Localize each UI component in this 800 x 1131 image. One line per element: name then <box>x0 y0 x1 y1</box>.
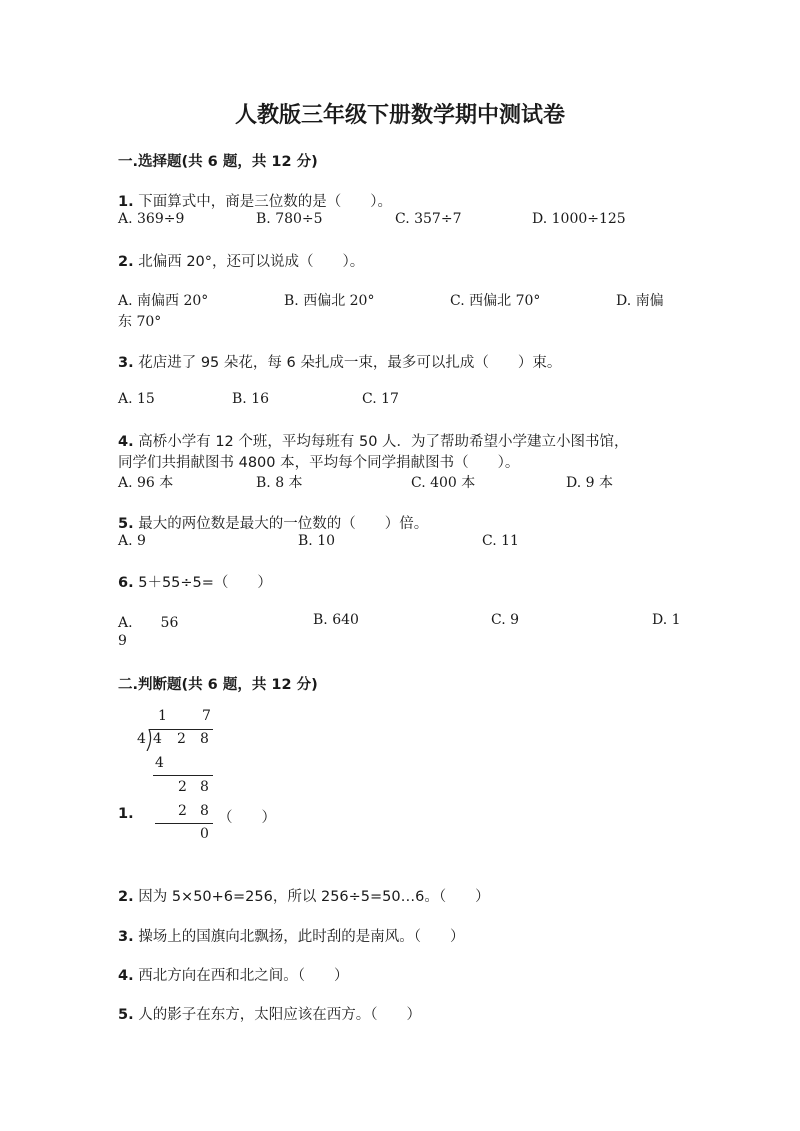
question-5 <box>118 512 428 533</box>
judgement-3 <box>118 925 464 946</box>
question-text: 因为 5×50+6=256，所以 256÷5=50…6。（ ） <box>138 889 490 905</box>
option-a: A. 96 本 <box>118 475 174 491</box>
option-c: C. 400 本 <box>411 475 476 491</box>
quotient-digit: 7 <box>202 708 211 724</box>
question-2 <box>118 250 364 271</box>
question-text: 下面算式中，商是三位数的是（ ）。 <box>138 194 392 210</box>
option-c: C. 357÷7 <box>395 211 462 227</box>
step-product: 4 <box>155 755 164 771</box>
judgement-4 <box>118 964 348 985</box>
question-text: 5＋55÷5=（ ） <box>138 575 272 591</box>
question-3 <box>118 351 561 372</box>
option-c: C. 11 <box>482 533 519 549</box>
step-digit: 8 <box>200 803 209 819</box>
question-number: 3. <box>118 355 134 371</box>
question-number: 5. <box>118 516 134 532</box>
question-number: 1. <box>118 194 134 210</box>
option-b: B. 10 <box>298 533 336 549</box>
option-b: B. 780÷5 <box>256 211 323 227</box>
step-digit: 8 <box>200 779 209 795</box>
option-a: A. 15 <box>118 391 155 407</box>
question-number: 6. <box>118 575 134 591</box>
option-d: D. 1000÷125 <box>532 211 626 227</box>
page-title: 人教版三年级下册数学期中测试卷 <box>234 103 565 128</box>
option-a: A. 9 <box>118 533 146 549</box>
option-d: D. 9 本 <box>566 475 613 491</box>
question-1 <box>118 190 392 211</box>
step-line <box>155 823 213 824</box>
step-digit: 2 <box>178 779 187 795</box>
division-bar <box>149 729 213 730</box>
question-number: 2. <box>118 254 134 270</box>
question-4 <box>118 430 629 451</box>
option-a: A. 56 <box>118 615 179 631</box>
question-6 <box>118 571 272 592</box>
question-4-line-2: 同学们共捐献图书 4800 本，平均每个同学捐献图书（ ）。 <box>118 455 520 471</box>
judgement-1-number <box>118 806 134 822</box>
option-c: C. 9 <box>491 612 520 628</box>
dividend-digit: 2 <box>177 731 186 747</box>
section-heading-choice: 一.选择题(共 6 题，共 12 分) <box>118 154 318 170</box>
question-text: 最大的两位数是最大的一位数的（ ）倍。 <box>138 516 429 532</box>
question-number: 4. <box>118 968 134 984</box>
option-b: B. 8 本 <box>256 475 303 491</box>
question-number: 1. <box>118 806 134 822</box>
section-heading-judgement: 二.判断题(共 6 题，共 12 分) <box>118 677 318 693</box>
dividend-digit: 8 <box>200 731 209 747</box>
question-text: 西北方向在西和北之间。（ ） <box>138 968 349 984</box>
question-number: 2. <box>118 889 134 905</box>
dividend-digit: 4 <box>153 731 162 747</box>
question-text: 北偏西 20°，还可以说成（ ）。 <box>138 254 365 270</box>
quotient-digit: 1 <box>158 708 167 724</box>
option-c: C. 西偏北 70° <box>450 293 541 309</box>
option-d: D. 1 <box>652 612 681 628</box>
option-c: C. 17 <box>362 391 399 407</box>
judgement-5 <box>118 1003 421 1024</box>
step-line <box>153 775 213 776</box>
option-d-continued: 9 <box>118 633 127 649</box>
question-text: 人的影子在东方，太阳应该在西方。（ ） <box>138 1007 421 1023</box>
question-number: 5. <box>118 1007 134 1023</box>
option-b: B. 西偏北 20° <box>284 293 375 309</box>
division-bracket <box>145 729 153 751</box>
option-b: B. 16 <box>232 391 270 407</box>
step-digit: 2 <box>178 803 187 819</box>
question-text: 花店进了 95 朵花，每 6 朵扎成一束，最多可以扎成（ ）束。 <box>138 355 562 371</box>
question-text: 高桥小学有 12 个班，平均每班有 50 人．为了帮助希望小学建立小图书馆， <box>138 434 629 450</box>
judgement-2 <box>118 885 490 906</box>
remainder: 0 <box>200 826 209 842</box>
question-number: 3. <box>118 929 134 945</box>
option-d: D. 南偏 <box>616 293 664 309</box>
divisor: 4 <box>137 731 146 747</box>
question-number: 4. <box>118 434 134 450</box>
option-a: A. 369÷9 <box>118 211 185 227</box>
option-a: A. 南偏西 20° <box>118 293 209 309</box>
question-text: 操场上的国旗向北飘扬，此时刮的是南风。（ ） <box>138 929 465 945</box>
option-d-continued: 东 70° <box>118 314 162 330</box>
judgement-1-blank: （ ） <box>218 810 276 826</box>
option-b: B. 640 <box>313 612 359 628</box>
